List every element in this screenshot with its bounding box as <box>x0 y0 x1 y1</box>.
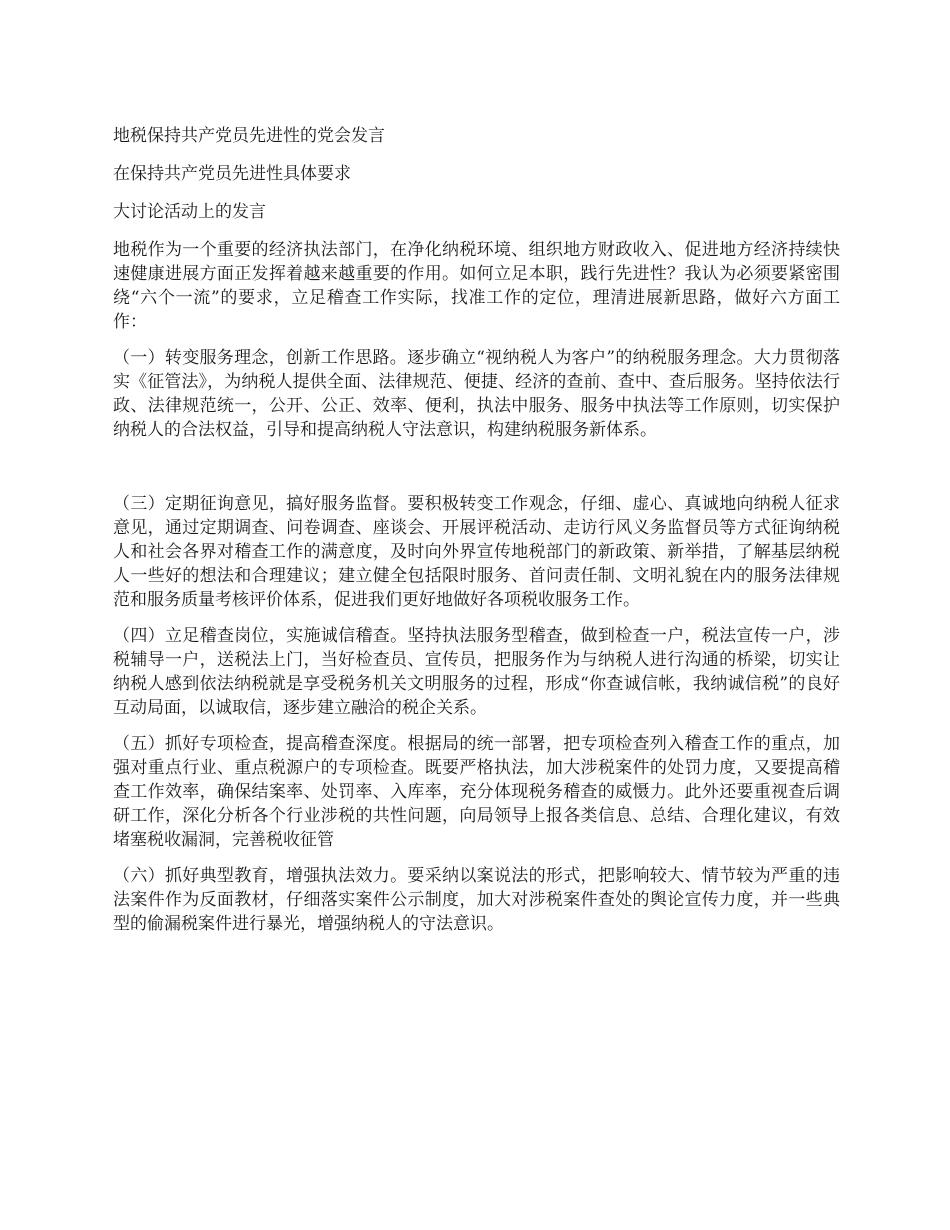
section-five-paragraph: （五）抓好专项检查，提高稽查深度。根据局的统一部署，把专项检查列入稽查工作的重点，加强对重点行业、重点税源户的专项检查。既要严格执法，加大涉税案件的处罚力度，又要提高稽查工作效率，确保结案率、处罚率、入库率，充分体现税务稽查的威慑力。此外还要重视查后调研工作，深化分析各个行业涉税的共性问题，向局领导上报各类信息、总结、合理化建议，有效堵塞税收漏洞，完善税收征管 <box>113 734 840 850</box>
intro-paragraph: 地税作为一个重要的经济执法部门，在净化纳税环境、组织地方财政收入、促进地方经济持续快速健康进展方面正发挥着越来越重要的作用。如何立足本职，践行先进性？我认为必须要紧密围绕“六个一流”的要求，立足稽查工作实际，找准工作的定位，理清进展新思路，做好六方面工作： <box>113 240 840 332</box>
section-one-paragraph: （一）转变服务理念，创新工作思路。逐步确立“视纳税人为客户”的纳税服务理念。大力贯彻落实《征管法》，为纳税人提供全面、法律规范、便捷、经济的查前、查中、查后服务。坚持依法行政、法律规范统一，公开、公正、效率、便利，执法中服务、服务中执法等工作原则，切实保护纳税人的合法权益，引导和提高纳税人守法意识，构建纳税服务新体系。 <box>113 348 840 440</box>
document-subtitle: 在保持共产党员先进性具体要求 <box>113 164 351 184</box>
section-three-paragraph: （三）定期征询意见，搞好服务监督。要积极转变工作观念，仔细、虚心、真诚地向纳税人征求意见，通过定期调查、问卷调查、座谈会、开展评税活动、走访行风义务监督员等方式征询纳税人和社会各界对稽查工作的满意度，及时向外界宣传地税部门的新政策、新举措，了解基层纳税人一些好的想法和合理建议；建立健全包括限时服务、首问责任制、文明礼貌在内的服务法律规范和服务质量考核评价体系，促进我们更好地做好各项税收服务工作。 <box>113 494 840 610</box>
document-body <box>113 124 840 936</box>
document-subtitle-continued: 大讨论活动上的发言 <box>113 202 266 222</box>
section-four-paragraph: （四）立足稽查岗位，实施诚信稽查。坚持执法服务型稽查，做到检查一户，税法宣传一户，涉税辅导一户，送税法上门，当好检查员、宣传员，把服务作为与纳税人进行沟通的桥梁，切实让纳税人感到依法纳税就是享受税务机关文明服务的过程，形成“你查诚信帐，我纳诚信税”的良好互动局面，以诚取信，逐步建立融洽的税企关系。 <box>113 626 840 718</box>
document-title: 地税保持共产党员先进性的党会发言 <box>113 126 385 146</box>
section-six-paragraph: （六）抓好典型教育，增强执法效力。要采纳以案说法的形式，把影响较大、情节较为严重的违法案件作为反面教材，仔细落实案件公示制度，加大对涉税案件查处的舆论宣传力度，并一些典型的偷漏税案件进行暴光，增强纳税人的守法意识。 <box>113 866 840 934</box>
